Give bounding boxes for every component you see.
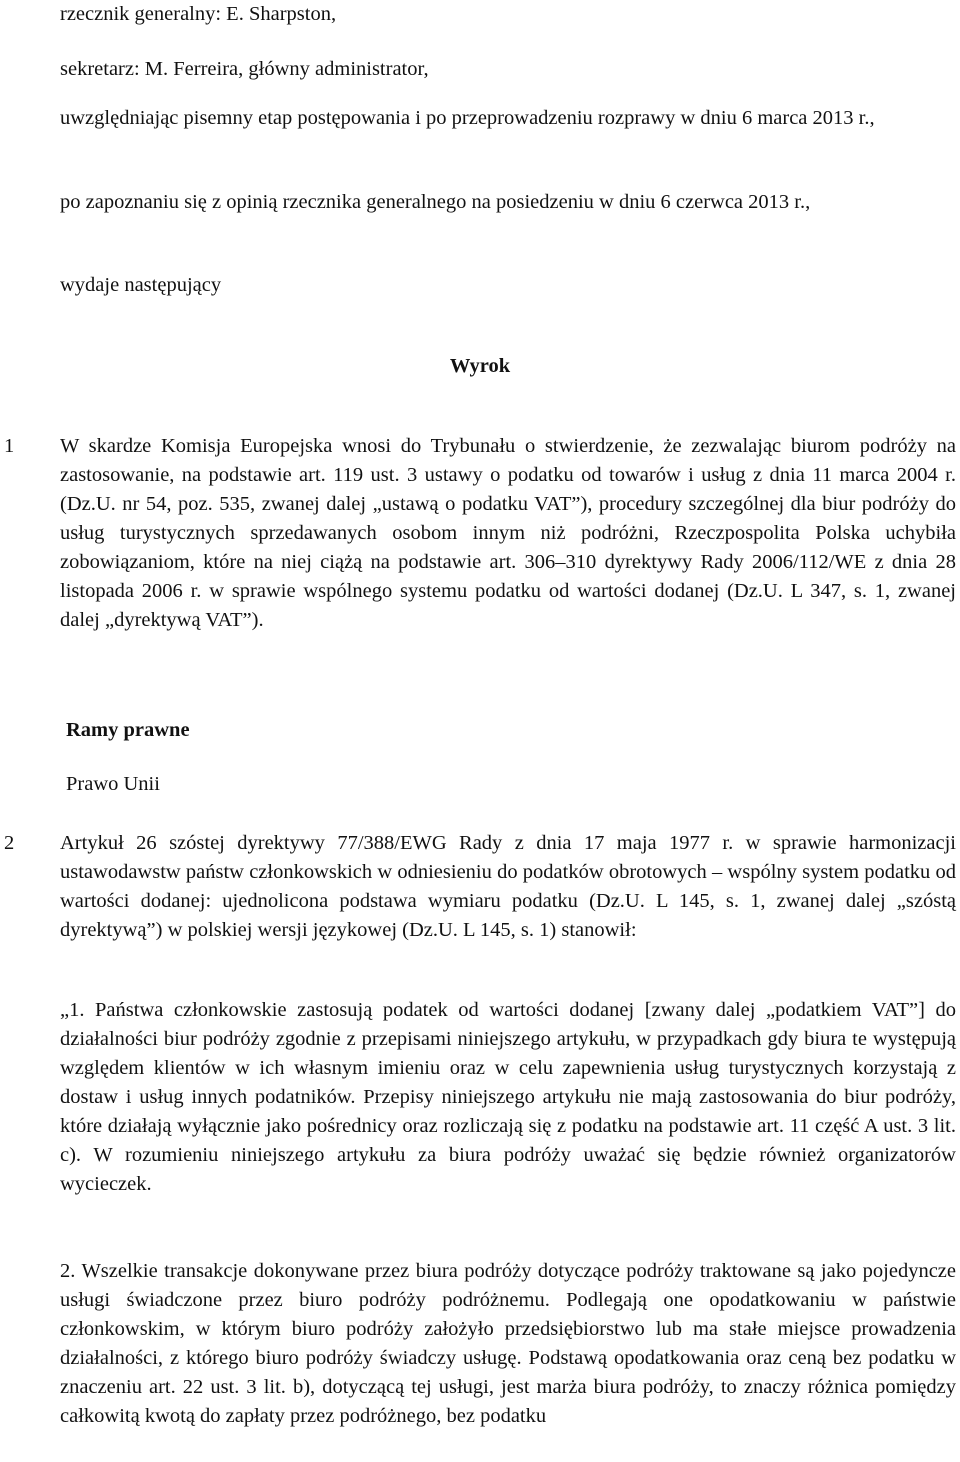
legal-framework-heading: Ramy prawne bbox=[66, 719, 190, 741]
registrar-line: sekretarz: M. Ferreira, główny administrator, bbox=[60, 58, 429, 80]
judgment-title: Wyrok bbox=[449, 355, 511, 377]
quoted-article-paragraph-2: 2. Wszelkie transakcje dokonywane przez biura podróży dotyczące podróży traktowane są jako pojedyncze usługi świadczone przez biuro podróży podróżnemu. Podlegają one opodatkowaniu w państwie członkowskim, w którym biuro podróży założyło przedsiębiorstwo lub ma stałe miejsce prowadzenia działalności, z którego biuro podróży świadczy usługę. Podstawą opodatkowania oraz ceną bez podatku w znaczeniu art. 22 ust. 3 lit. b), dotyczącą tej usługi, jest marża biura podróży, to znaczy różnica pomiędzy całkowitą kwotą do zapłaty przez podróżnego, bez podatku bbox=[60, 1260, 956, 1427]
paragraph-2-text: Artykuł 26 szóstej dyrektywy 77/388/EWG Rady z dnia 17 maja 1977 r. w sprawie harmonizacji ustawodawstw państw członkowskich w odniesieniu do podatków obrotowych – wspólny system podatku od wartości dodanej: ujednolicona podstawa wymiaru podatku (Dz.U. L 145, s. 1, zwanej dalej „szóstą dyrektywą”) w polskiej wersji językowej (Dz.U. L 145, s. 1) stanowił: bbox=[60, 832, 956, 941]
paragraph-number: 2 bbox=[4, 832, 15, 854]
paragraph-1-text: W skardze Komisja Europejska wnosi do Trybunału o stwierdzenie, że zezwalając biurom podróży na zastosowanie, na podstawie art. 119 ust. 3 ustawy o podatku od towarów i usług z dnia 11 marca 2004 r. (Dz.U. nr 54, poz. 535, zwanej dalej „ustawą o podatku VAT”), procedury szczególnej dla biur podróży do usług turystycznych sprzedawanych osobom innym niż podróżni, Rzeczpospolita Polska uchybiła zobowiązaniom, które na niej ciążą na podstawie art. 306–310 dyrektywy Rady 2006/112/WE z dnia 28 listopada 2006 r. w sprawie wspólnego systemu podatku od wartości dodanej (Dz.U. L 347, s. 1, zwanej dalej „dyrektywą VAT”). bbox=[60, 435, 956, 631]
advocate-general-line: rzecznik generalny: E. Sharpston, bbox=[60, 3, 337, 25]
union-law-heading: Prawo Unii bbox=[66, 773, 160, 795]
quoted-article-paragraph-1: „1. Państwa członkowskie zastosują podatek od wartości dodanej [zwany dalej „podatkiem VAT”] do działalności biur podróży zgodnie z przepisami niniejszego artykułu, w przypadkach gdy biura te występują względem klientów w ich własnym imieniu oraz w celu zapewnienia usług turystycznych korzystają z dostaw i usług innych podatników. Przepisy niniejszego artykułu nie mają zastosowania do biur podróży, które działają wyłącznie jako pośrednicy oraz rozliczają się z podatku na podstawie art. 11 część A ust. 3 lit. c). W rozumieniu niniejszego artykułu za biura podróży uważać się będzie również organizatorów wycieczek. bbox=[60, 999, 956, 1195]
written-procedure-paragraph: uwzględniając pisemny etap postępowania i po przeprowadzeniu rozprawy w dniu 6 marca 2013 r., bbox=[60, 107, 875, 129]
opinion-paragraph: po zapoznaniu się z opinią rzecznika generalnego na posiedzeniu w dniu 6 czerwca 2013 r., bbox=[60, 191, 811, 213]
delivers-line: wydaje następujący bbox=[60, 274, 222, 296]
paragraph-number: 1 bbox=[4, 435, 15, 457]
